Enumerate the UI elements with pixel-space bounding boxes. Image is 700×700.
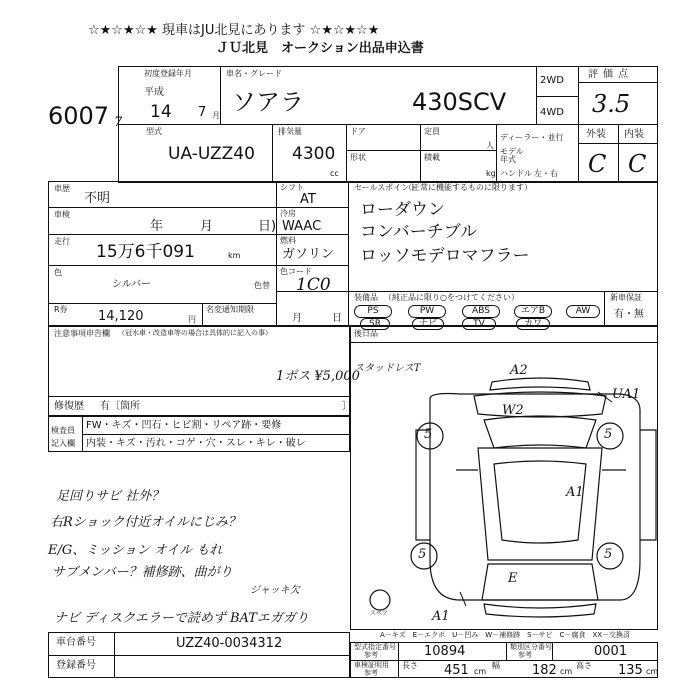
repair-note-sub: （冠水車・改造車等の場合は具体的に記入の事） [118, 329, 272, 337]
damage-e-rear: E [508, 571, 518, 586]
class-no-label: 類別区分番号 [510, 643, 552, 651]
note-6: ナビ ディスクエラーで読めず BATエガガり [54, 611, 309, 626]
interior-value: C [628, 150, 647, 178]
color-code-label: 色コード [280, 267, 312, 276]
length-value: 451 [444, 663, 469, 678]
height-label: 高さ [576, 661, 592, 670]
registration-label: 初度登録年月 [144, 69, 192, 78]
cert-sub: 参考 [364, 669, 378, 677]
score-value: 3.5 [592, 90, 631, 118]
check-row2: 内装・キズ・汚れ・コゲ・穴・スレ・キレ・破レ [86, 438, 306, 449]
length-unit: cm [474, 667, 487, 676]
repair-note-label: 注意事項申告欄 [54, 329, 110, 338]
equip-sr: SR [360, 318, 390, 330]
history-label: 車歴 [54, 184, 70, 193]
sales-point-2: コンバーチブル [360, 222, 478, 242]
sales-point-sub: （正常に機能するものに限ります） [404, 183, 532, 192]
equip-pw: PW [408, 305, 446, 318]
note-2: 右Rショック付近オイルにじみ？ [50, 515, 241, 530]
registration-month: 7 [198, 105, 207, 120]
class-no-value: 0001 [594, 644, 628, 659]
damage-a2: A2 [510, 363, 528, 378]
car-name-label: 車名・グレード [226, 69, 282, 78]
lot-mark: 7 [114, 115, 123, 130]
displacement-value: 4300 [292, 144, 336, 164]
type-no-value: 10894 [424, 644, 466, 659]
load-unit: kg [486, 169, 496, 178]
interior-label: 内装 [624, 129, 644, 140]
car-name: ソアラ [232, 88, 304, 116]
displacement-unit: cc [330, 169, 339, 178]
sales-point-label: セールスポイント [354, 183, 418, 192]
mileage-label: 走行 [54, 237, 70, 246]
color-code-value: 1C0 [296, 275, 331, 295]
equip-leather: カワ [516, 318, 550, 330]
notice-month: 月 [292, 313, 302, 324]
sales-point-3: ロッソモデロマフラー [360, 246, 530, 266]
recycle-label: R券 [54, 305, 68, 314]
wd4-label: 4WD [540, 107, 564, 118]
sales-point-1: ローダウン [360, 200, 445, 220]
form-title: ＪＵ北見 オークション出品申込書 [216, 41, 424, 56]
tire-rl: 5 [418, 547, 427, 562]
exterior-value: C [588, 150, 607, 178]
type-no-label: 型式指定番号 [354, 643, 396, 651]
score-label: 評価点 [588, 69, 633, 80]
equip-navi: ナビ [412, 318, 444, 330]
capacity-unit: 人 [486, 141, 494, 150]
width-label: 幅 [492, 661, 500, 670]
studless-note: スタッドレスT [354, 363, 421, 374]
seat-label: 後日品 [354, 329, 378, 338]
inspection-label: 車検 [54, 210, 70, 219]
registration-year: 14 [150, 102, 172, 122]
repair-history-label: 修復歴 [54, 401, 84, 412]
equip-ps: PS [354, 305, 392, 318]
ac-label: 冷房 [280, 209, 296, 218]
equip-airbag: エアB [514, 305, 552, 318]
tire-fr: 5 [604, 427, 613, 442]
capacity-label: 定員 [424, 127, 440, 136]
mileage-value: 15万6千091 [96, 242, 195, 262]
car-grade: 430SCV [412, 88, 507, 116]
registration-month-unit: 月 [212, 111, 220, 120]
lot-number: 6007 [48, 102, 110, 130]
inspection-month: 月 [200, 219, 214, 234]
inspection-day: 日) [258, 219, 277, 234]
equip-tv: TV [462, 318, 496, 330]
history-value: 不明 [84, 191, 111, 206]
fuel-label: 燃料 [280, 236, 296, 245]
height-value: 135 [618, 663, 643, 678]
chassis-label: 車台番号 [56, 637, 96, 648]
damage-a1-rear: A1 [432, 609, 450, 624]
tire-rr: 5 [604, 547, 613, 562]
color-value: シルバー [112, 279, 152, 290]
spare-label: スペア [370, 610, 389, 617]
dealer-label: ディーラー・並行 [500, 133, 564, 142]
height-unit: cm [646, 667, 659, 676]
wd2-label: 2WD [540, 75, 564, 86]
displacement-label: 排気量 [278, 127, 302, 136]
width-value: 182 [532, 663, 557, 678]
header-banner: ☆★☆★☆★ 現車はJU北見にあります ☆★☆★☆★ [88, 23, 380, 38]
check-label: 検査員 記入欄 [51, 426, 75, 448]
inspection-year: 年 [150, 219, 164, 234]
shift-label: シフト [280, 183, 304, 192]
type-no-sub: 参考 [364, 651, 378, 659]
recycle-value: 14,120 [98, 309, 144, 324]
note-4: サブメンバー？補修跡、曲がり [52, 565, 233, 580]
model-year-label: モデル 年式 [500, 147, 524, 164]
repair-history-value: 有〔箇所 [100, 401, 140, 412]
equip-aw: AW [566, 305, 600, 318]
tire-fl: 5 [424, 427, 433, 442]
model-value: UA-UZZ40 [168, 144, 255, 164]
model-label: 型式 [146, 127, 162, 136]
load-label: 積載 [424, 153, 440, 162]
chassis-value: UZZ40-0034312 [176, 636, 283, 651]
notice-label: 名変通知期限 [206, 305, 254, 314]
cert-label: 車検証明用 [354, 661, 389, 669]
damage-a1-side: A1 [566, 485, 584, 500]
shape-label: 形状 [350, 153, 366, 162]
note-5: ジャッキ欠 [250, 585, 300, 596]
ac-value: WAAC [282, 219, 322, 234]
warranty-value: 有・無 [614, 309, 644, 320]
note-3: E/G、ミッション オイル もれ [48, 543, 223, 558]
mileage-unit: km [228, 251, 241, 260]
equip-abs: ABS [462, 305, 500, 318]
equipment-sub: （純正品に限り○をつけてください） [384, 293, 519, 302]
note-1: 足回りサビ 社外？ [56, 489, 165, 504]
check-row1: FW・キズ・凹石・ヒビ割・リペア跡・要修 [86, 420, 282, 431]
color-label: 色 [54, 268, 62, 277]
damage-w2: W2 [502, 403, 524, 418]
handle-value: 左・右 [534, 169, 558, 178]
class-no-sub: 参考 [518, 651, 532, 659]
registration-no-label: 登録番号 [56, 660, 96, 671]
fuel-value: ガソリン [282, 247, 335, 262]
width-unit: cm [560, 667, 573, 676]
recycle-unit: 円 [188, 315, 196, 324]
repair-note-handwritten: 1ポス ¥5,000 [276, 369, 360, 384]
warranty-label: 新車保証 [610, 293, 642, 302]
equipment-label: 装備品 [354, 293, 378, 302]
handle-label: ハンドル [500, 169, 532, 178]
length-label: 長さ [402, 661, 418, 670]
registration-era: 平成 [144, 87, 164, 98]
damage-legend: A－キズ E－エクボ U－凹み W－補修跡 S－サビ C－腐食 XX－交換済 [380, 631, 631, 639]
notice-day: 日 [332, 313, 342, 324]
color-change-label: 色替 [254, 281, 270, 290]
exterior-label: 外装 [586, 129, 606, 140]
shift-value: AT [300, 192, 316, 207]
door-label: ドア [350, 127, 366, 136]
damage-ua1: UA1 [612, 387, 641, 402]
